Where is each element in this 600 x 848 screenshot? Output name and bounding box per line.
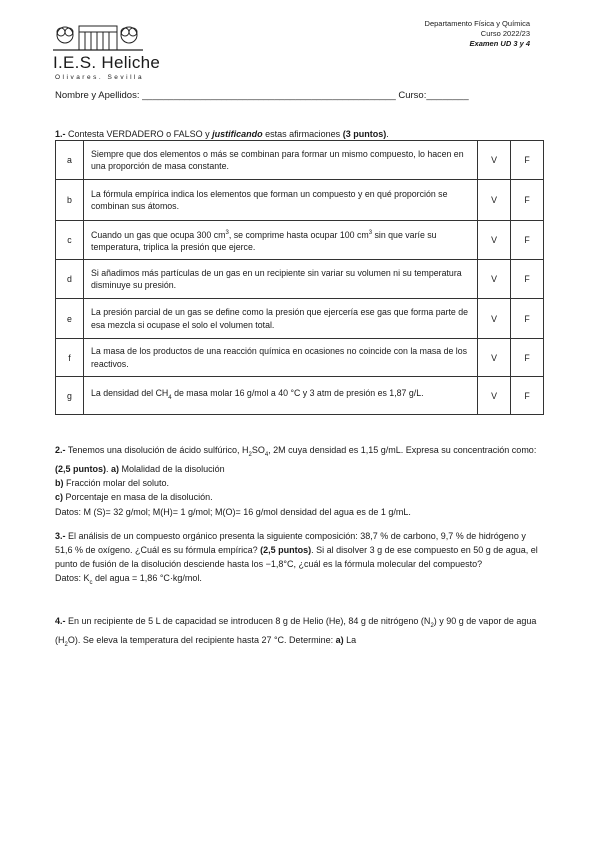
question-1-title: [55, 129, 389, 139]
q4-text: O). Se eleva la temperatura del recipiente hasta 27 °C. Determine:: [67, 634, 334, 645]
exam-title: Examen UD 3 y 4: [469, 39, 530, 48]
table-row: [56, 299, 544, 339]
subscript: 2: [64, 641, 68, 648]
q2-c: [55, 490, 545, 504]
false-option[interactable]: F: [511, 339, 544, 377]
q2-statement: 2.- Tenemos una disolución de ácido sulfúrico, $H_2SO_4$, 2M cuya densidad es 1,15 g/mL. Expresa su concentración como: (2,5 puntos). a) Molalidad de la disolución: [55, 445, 537, 474]
true-option[interactable]: V: [478, 141, 511, 180]
q2-data: Datos: M (S)= 32 g/mol; M(H)= 1 g/mol; M(O)= 16 g/mol densidad del agua es de 1 g/mL.: [55, 506, 411, 517]
q3-statement: [55, 529, 545, 571]
false-option[interactable]: F: [511, 377, 544, 415]
row-statement: Siempre que dos elementos o más se combinan para formar un mismo compuesto, lo hacen en una proporción de masa constante.: [84, 141, 478, 180]
true-option[interactable]: V: [478, 299, 511, 339]
name-field[interactable]: ________________________________________________: [142, 90, 396, 101]
q4-text: ) y 90 g de vapor de agua (H: [55, 616, 537, 645]
department-name: Departamento Física y Química: [424, 19, 530, 28]
subscript: 4: [168, 394, 172, 401]
stmt-part: La densidad del CH: [91, 387, 169, 398]
q1-intro: Contesta VERDADERO o FALSO y: [68, 129, 210, 139]
row-letter: d: [56, 260, 84, 299]
q3-text: . Si al disolver 3 g de ese compuesto en 50 g de agua, el punto de fusión de la disolución desciende hasta los −1,8°C, ¿cuál es la fórmula molecular del compuesto?: [55, 545, 538, 569]
q2-a-label: a): [111, 463, 120, 474]
subscript: 2: [430, 622, 434, 629]
table-row: [56, 339, 544, 377]
q2-a-text: Molalidad de la disolución: [121, 463, 225, 474]
department-header: [425, 19, 530, 49]
subscript: 4: [264, 451, 269, 458]
q4-text: En un recipiente de 5 L de capacidad se introducen 8 g de Helio (He), 84 g de nitrógeno (N: [68, 616, 431, 626]
row-statement: Si añadimos más partículas de un gas en un recipiente sin variar su volumen ni su temperatura disminuye su presión.: [84, 260, 478, 299]
false-option[interactable]: F: [511, 141, 544, 180]
stmt-part: de masa molar 16 g/mol a 40 °C y 3 atm de presión es 1,87 g/L.: [171, 387, 424, 398]
subscript: c: [89, 579, 93, 586]
false-option[interactable]: F: [511, 299, 544, 339]
q2-text: , 2M cuya densidad es 1,15 g/mL. Expresa su concentración como:: [268, 445, 537, 455]
q4-a-text: La: [346, 634, 357, 645]
row-letter: e: [56, 299, 84, 339]
superscript: 3: [225, 229, 229, 236]
table-row: [56, 260, 544, 299]
q2-b-label: b): [55, 477, 64, 488]
row-statement: [84, 221, 478, 260]
table-row: [56, 221, 544, 260]
q4-statement: [55, 614, 545, 652]
true-false-table: [55, 140, 544, 415]
question-4: [55, 614, 545, 652]
question-3: [55, 529, 545, 590]
row-statement: La masa de los productos de una reacción química en ocasiones no coincide con la masa de los reactivos.: [84, 339, 478, 377]
subscript: 2: [248, 451, 252, 458]
row-letter: c: [56, 221, 84, 260]
true-option[interactable]: V: [478, 260, 511, 299]
row-statement: La fórmula empírica indica los elementos que forman un compuesto y en qué proporción se combinan sus átomos.: [84, 180, 478, 221]
false-option[interactable]: F: [511, 180, 544, 221]
q1-number: 1.-: [55, 129, 66, 139]
question-2: [55, 443, 545, 519]
q3-data: [55, 571, 545, 590]
course-label: Curso:: [398, 90, 427, 101]
q3-points: (2,5 puntos): [260, 545, 312, 555]
false-option[interactable]: F: [511, 260, 544, 299]
q1-justify: justificando: [212, 129, 263, 139]
row-letter: a: [56, 141, 84, 180]
q4-a-label: a): [335, 634, 344, 645]
true-option[interactable]: V: [478, 180, 511, 221]
school-name: I.E.S. Heliche: [53, 53, 161, 72]
q2-text: Tenemos una disolución de ácido sulfúrico, H: [67, 445, 249, 455]
q2-points: (2,5 puntos): [55, 463, 106, 474]
q2-c-text: Porcentaje en masa de la disolución.: [65, 491, 213, 502]
stmt-part: , se comprime hasta ocupar 100 cm: [228, 229, 369, 240]
true-option[interactable]: V: [478, 339, 511, 377]
true-option[interactable]: V: [478, 377, 511, 415]
row-letter: f: [56, 339, 84, 377]
q3-data-text: Datos: K: [55, 573, 90, 583]
q2-b-text: Fracción molar del soluto.: [66, 477, 170, 488]
row-letter: b: [56, 180, 84, 221]
q2-c-label: c): [55, 491, 64, 502]
q1-rest: estas afirmaciones: [265, 129, 341, 139]
q1-points: (3 puntos): [342, 129, 387, 139]
name-label: Nombre y Apellidos:: [55, 90, 140, 101]
row-letter: g: [56, 377, 84, 415]
table-row: [56, 377, 544, 415]
table-row: [56, 180, 544, 221]
q3-number: 3.-: [55, 531, 66, 541]
q4-number: 4.-: [55, 616, 66, 626]
school-location: Olivares. Sevilla: [55, 74, 145, 81]
q2-b: [55, 476, 545, 490]
stmt-part: Cuando un gas que ocupa 300 cm: [91, 229, 226, 240]
q2-number: 2.-: [55, 445, 66, 455]
false-option[interactable]: F: [511, 221, 544, 260]
true-option[interactable]: V: [478, 221, 511, 260]
q2-text: SO: [251, 445, 265, 455]
course-field[interactable]: ________: [426, 90, 469, 101]
superscript: 3: [368, 229, 373, 236]
stmt-part: sin que varíe su temperatura, triplica la presión que ejerce.: [91, 229, 437, 252]
table-row: [56, 141, 544, 180]
student-info-line: [55, 90, 469, 101]
q3-text: El análisis de un compuesto orgánico presenta la siguiente composición: 38,7 % de carbono, 9,7 % de hidrógeno y 51,6 % de oxígeno. ¿Cuál es su fórmula empírica?: [55, 531, 526, 555]
row-statement: La presión parcial de un gas se define como la presión que ejercería ese gas que forma parte de esa mezcla si ocupase el solo el volumen total.: [84, 299, 478, 339]
course-year: Curso 2022/23: [480, 29, 530, 38]
q1-end: .: [386, 129, 389, 139]
q3-data-text: del agua = 1,86 °C·kg/mol.: [92, 573, 202, 583]
row-statement: [84, 377, 478, 415]
